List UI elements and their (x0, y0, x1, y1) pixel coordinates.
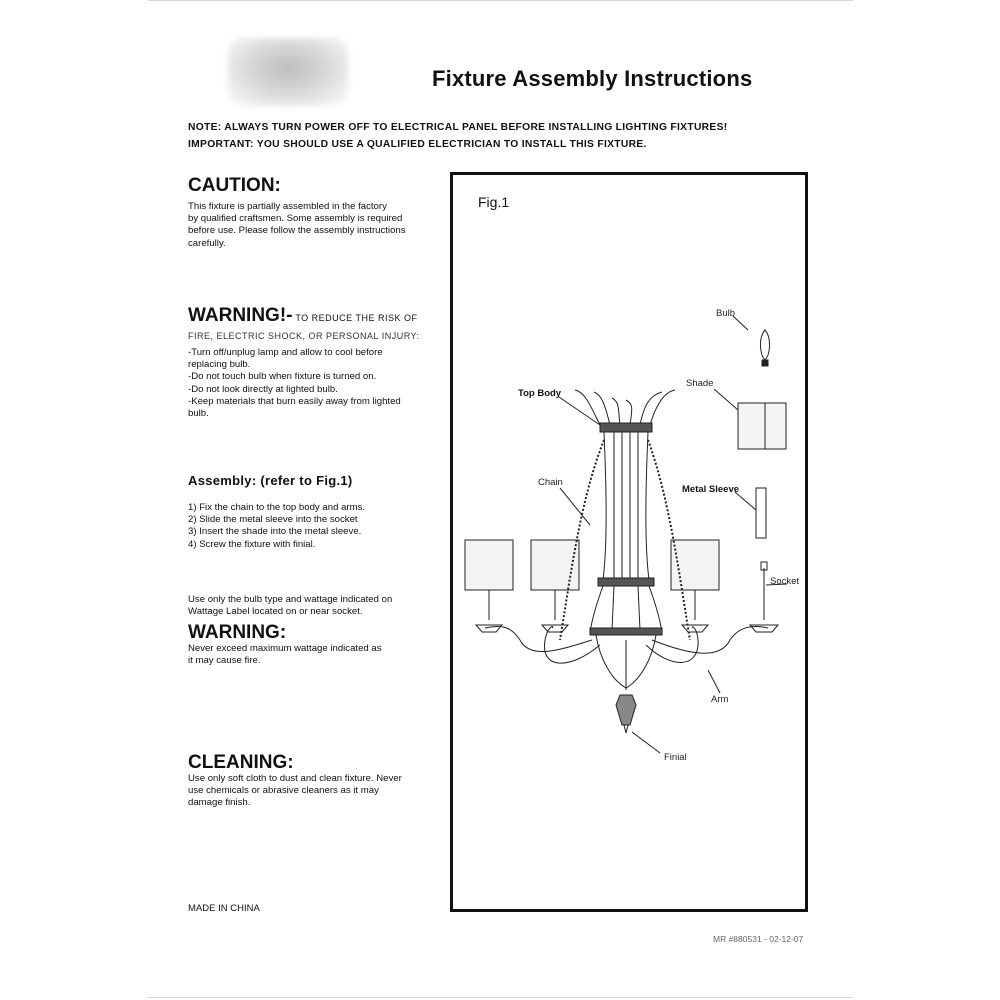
warning-sub-line1: TO REDUCE THE RISK OF (292, 313, 418, 323)
part-label-socket: Socket (770, 576, 800, 587)
part-label-shade: Shade (686, 378, 714, 389)
document-code: MR #880531 - 02-12-07 (713, 934, 804, 944)
note-electrician: IMPORTANT: YOU SHOULD USE A QUALIFIED ELECTRICIAN TO INSTALL THIS FIXTURE. (188, 139, 647, 150)
cleaning-heading: CLEANING: (188, 752, 294, 773)
part-label-bulb: Bulb (716, 308, 736, 319)
part-label-chain: Chain (538, 477, 563, 488)
assembly-steps: 1) Fix the chain to the top body and arms. 2) Slide the metal sleeve into the socket 3) Insert the shade into the metal sleeve. 4) Screw the fixture with finial. (188, 502, 366, 550)
bottom-rule (148, 997, 853, 998)
made-in-label: MADE IN CHINA (188, 903, 260, 914)
warning-list: -Turn off/unplug lamp and allow to cool before replacing bulb. -Do not touch bulb when fixture is turned on. -Do not look directly at lighted bulb. -Keep materials that burn easily away from lighted bulb. (188, 347, 401, 420)
warning-sub-line2: FIRE, ELECTRIC SHOCK, OR PERSONAL INJURY: (188, 331, 420, 341)
part-label-top-body: Top Body (518, 388, 562, 399)
wattage-text: Use only the bulb type and wattage indicated on Wattage Label located on or near socket. (188, 594, 393, 618)
caution-heading: CAUTION: (188, 175, 281, 196)
page-title: Fixture Assembly Instructions (432, 66, 753, 91)
note-power-off: NOTE: ALWAYS TURN POWER OFF TO ELECTRICAL PANEL BEFORE INSTALLING LIGHTING FIXTURES! (188, 122, 728, 133)
wattage-warning-text: Never exceed maximum wattage indicated as it may cause fire. (188, 643, 382, 667)
caution-text: This fixture is partially assembled in the factory by qualified craftsmen. Some assembly is required before use. Please follow the assembly instructions carefully. (188, 201, 406, 249)
warning-heading-label: WARNING!- (188, 305, 293, 326)
wattage-warning-heading: WARNING: (188, 622, 287, 643)
part-label-arm: Arm (711, 694, 729, 705)
assembly-heading: Assembly: (refer to Fig.1) (188, 473, 353, 488)
part-label-metal-sleeve: Metal Sleeve (682, 484, 740, 495)
cleaning-text: Use only soft cloth to dust and clean fixture. Never use chemicals or abrasive cleaners as it may damage finish. (188, 773, 402, 809)
part-label-finial: Finial (664, 752, 687, 763)
figure-label: Fig.1 (478, 194, 510, 210)
